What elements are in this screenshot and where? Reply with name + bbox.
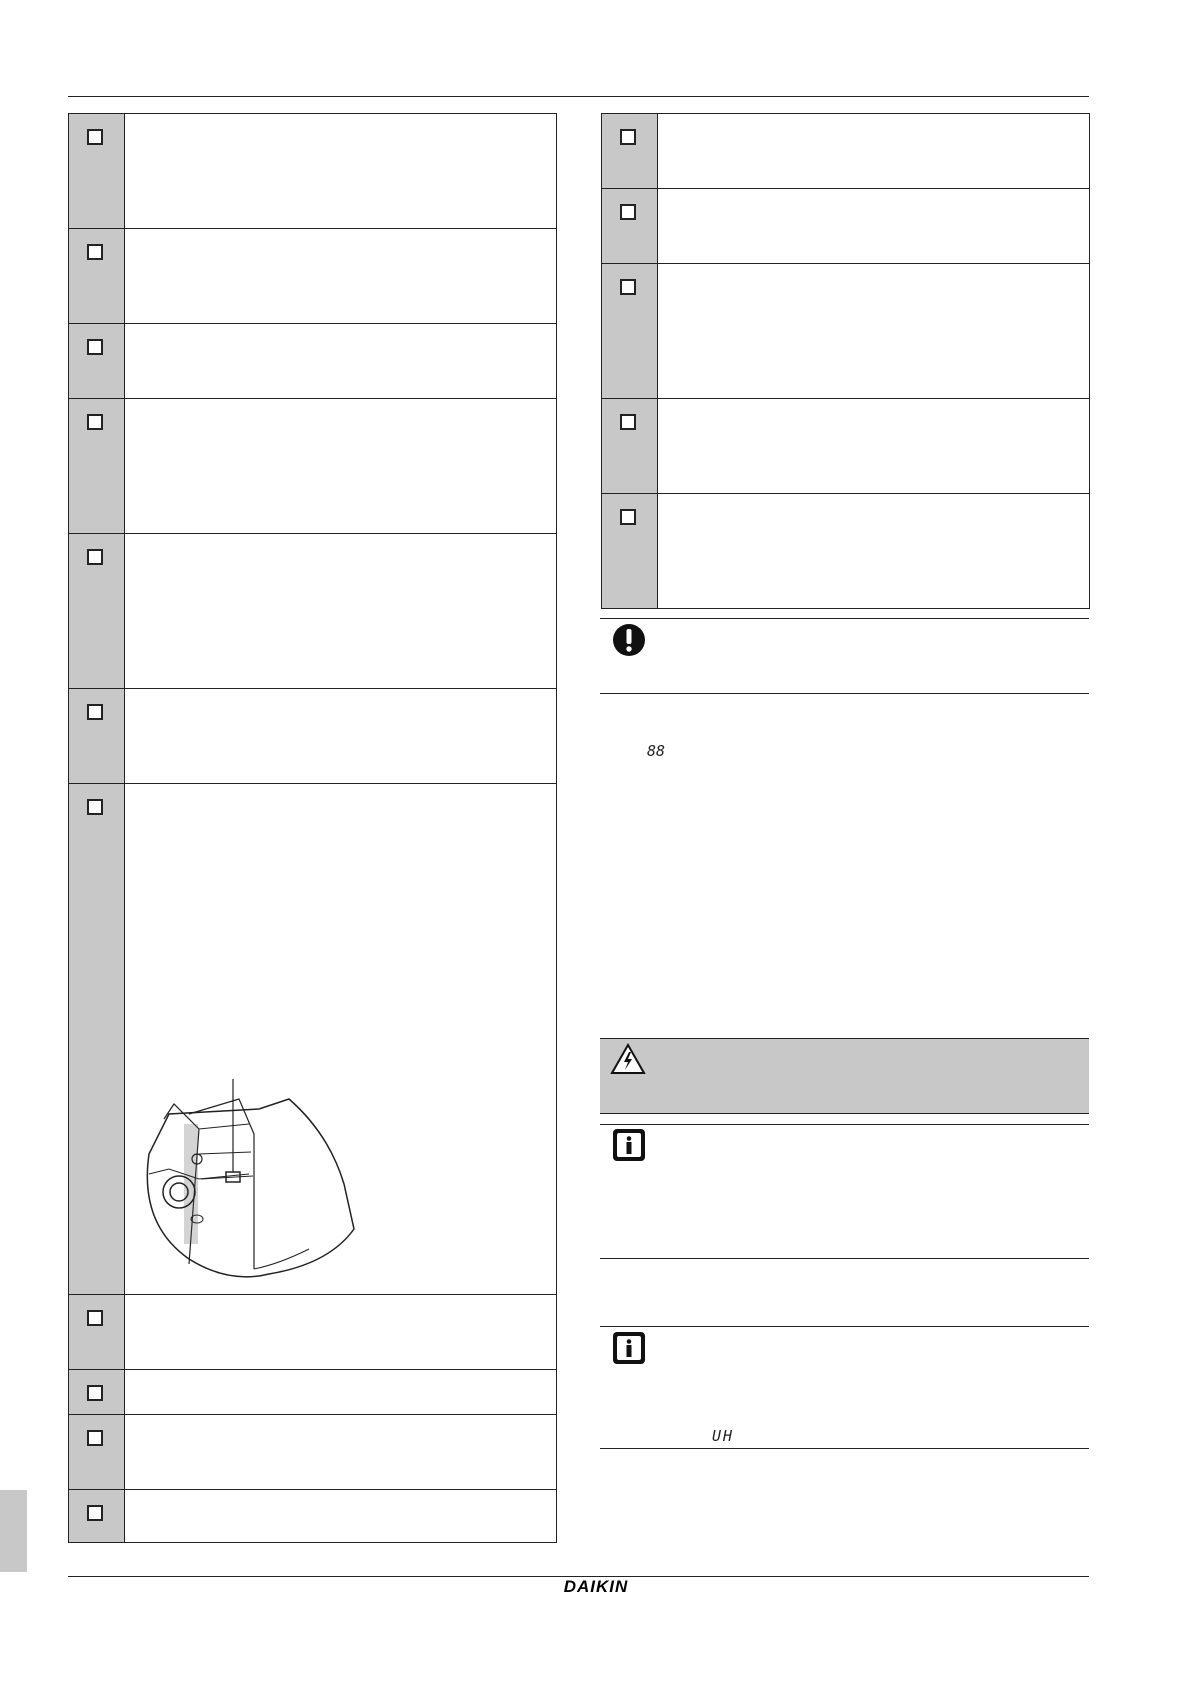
checkbox[interactable] — [620, 509, 636, 525]
checkbox[interactable] — [87, 1310, 103, 1326]
checkbox[interactable] — [87, 129, 103, 145]
warning-block — [600, 1038, 1089, 1114]
checkbox[interactable] — [87, 1505, 103, 1521]
checkbox[interactable] — [620, 414, 636, 430]
checklist-row — [69, 534, 556, 689]
checkbox[interactable] — [87, 244, 103, 260]
info-top-rule — [600, 1124, 1089, 1125]
checkbox[interactable] — [87, 414, 103, 430]
checklist-row — [69, 324, 556, 399]
checklist-row — [69, 229, 556, 324]
checkbox[interactable] — [87, 799, 103, 815]
checklist-row — [69, 1295, 556, 1370]
checklist-row — [69, 114, 556, 229]
checkbox[interactable] — [87, 1430, 103, 1446]
checklist-row — [602, 494, 1089, 608]
checkbox[interactable] — [87, 339, 103, 355]
side-tab — [0, 1490, 27, 1572]
checkbox[interactable] — [87, 1385, 103, 1401]
info2-top-rule — [600, 1326, 1089, 1327]
notice-bottom-rule — [600, 693, 1089, 694]
info-bottom-rule — [600, 1258, 1089, 1259]
information-icon — [612, 1331, 646, 1365]
header-rule — [68, 96, 1089, 97]
checklist-row — [602, 114, 1089, 189]
info2-bottom-rule — [600, 1448, 1089, 1449]
checkbox[interactable] — [620, 204, 636, 220]
checkbox[interactable] — [87, 704, 103, 720]
left-checklist-table — [68, 113, 557, 1543]
checkbox[interactable] — [620, 129, 636, 145]
checklist-row — [602, 189, 1089, 264]
checklist-row — [602, 399, 1089, 494]
electric-hazard-icon — [610, 1043, 646, 1075]
daikin-logo: DAIKIN — [563, 1577, 629, 1596]
checklist-row — [69, 1370, 556, 1415]
notice-top-rule — [600, 618, 1089, 619]
checklist-row — [69, 1490, 556, 1542]
checklist-row — [69, 689, 556, 784]
checklist-row — [602, 264, 1089, 399]
checklist-row — [69, 784, 556, 1295]
information-icon — [612, 1128, 646, 1162]
right-checklist-table — [601, 113, 1090, 609]
checkbox[interactable] — [620, 279, 636, 295]
checkbox[interactable] — [87, 549, 103, 565]
exclamation-circle-icon — [612, 623, 646, 657]
display-code-uh: UH — [712, 1427, 735, 1445]
unit-detail-illustration — [129, 1074, 389, 1284]
checklist-row — [69, 1415, 556, 1490]
checklist-row — [69, 399, 556, 534]
display-code-88: 88 — [647, 742, 666, 760]
